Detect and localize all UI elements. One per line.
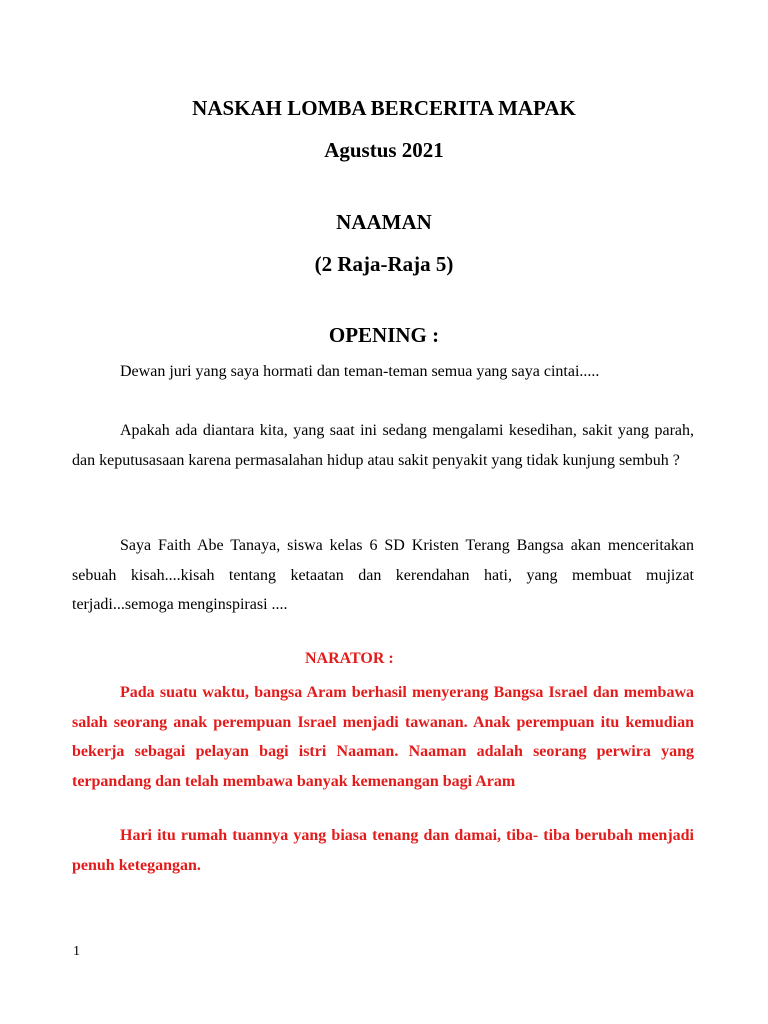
opening-introduction: Saya Faith Abe Tanaya, siswa kelas 6 SD Kristen Terang Bangsa akan menceritakan sebuah kisah....kisah tentang ketaatan dan kerendahan hati, yang membuat mujizat terjadi...semoga menginspirasi .... (72, 537, 694, 613)
narator-paragraph-1: Pada suatu waktu, bangsa Aram berhasil menyerang Bangsa Israel dan membawa salah seorang anak perempuan Israel menjadi tawanan. Anak perempuan itu kemudian bekerja sebagai pelayan bagi istri Naaman. Naaman adalah seorang perwira yang terpandang dan telah membawa banyak kemenangan bagi Aram (72, 684, 694, 790)
scripture-reference: (2 Raja-Raja 5) (314, 252, 454, 276)
narator-heading: NARATOR : (305, 650, 394, 667)
opening-heading: OPENING : (328, 323, 440, 347)
opening-question: Apakah ada diantara kita, yang saat ini sedang mengalami kesedihan, sakit yang parah, dan keputusasaan karena permasalahan hidup atau sakit penyakit yang tidak kunjung sembuh ? (72, 422, 694, 469)
opening-greeting: Dewan juri yang saya hormati dan teman-teman semua yang saya cintai..... (120, 363, 600, 380)
document-title: NASKAH LOMBA BERCERITA MAPAK (192, 96, 576, 120)
page-number: 1 (73, 944, 80, 959)
document-date: Agustus 2021 (324, 138, 444, 162)
narator-paragraph-2: Hari itu rumah tuannya yang biasa tenang dan damai, tiba- tiba berubah menjadi penuh ketegangan. (72, 827, 694, 874)
story-title: NAAMAN (336, 210, 432, 234)
